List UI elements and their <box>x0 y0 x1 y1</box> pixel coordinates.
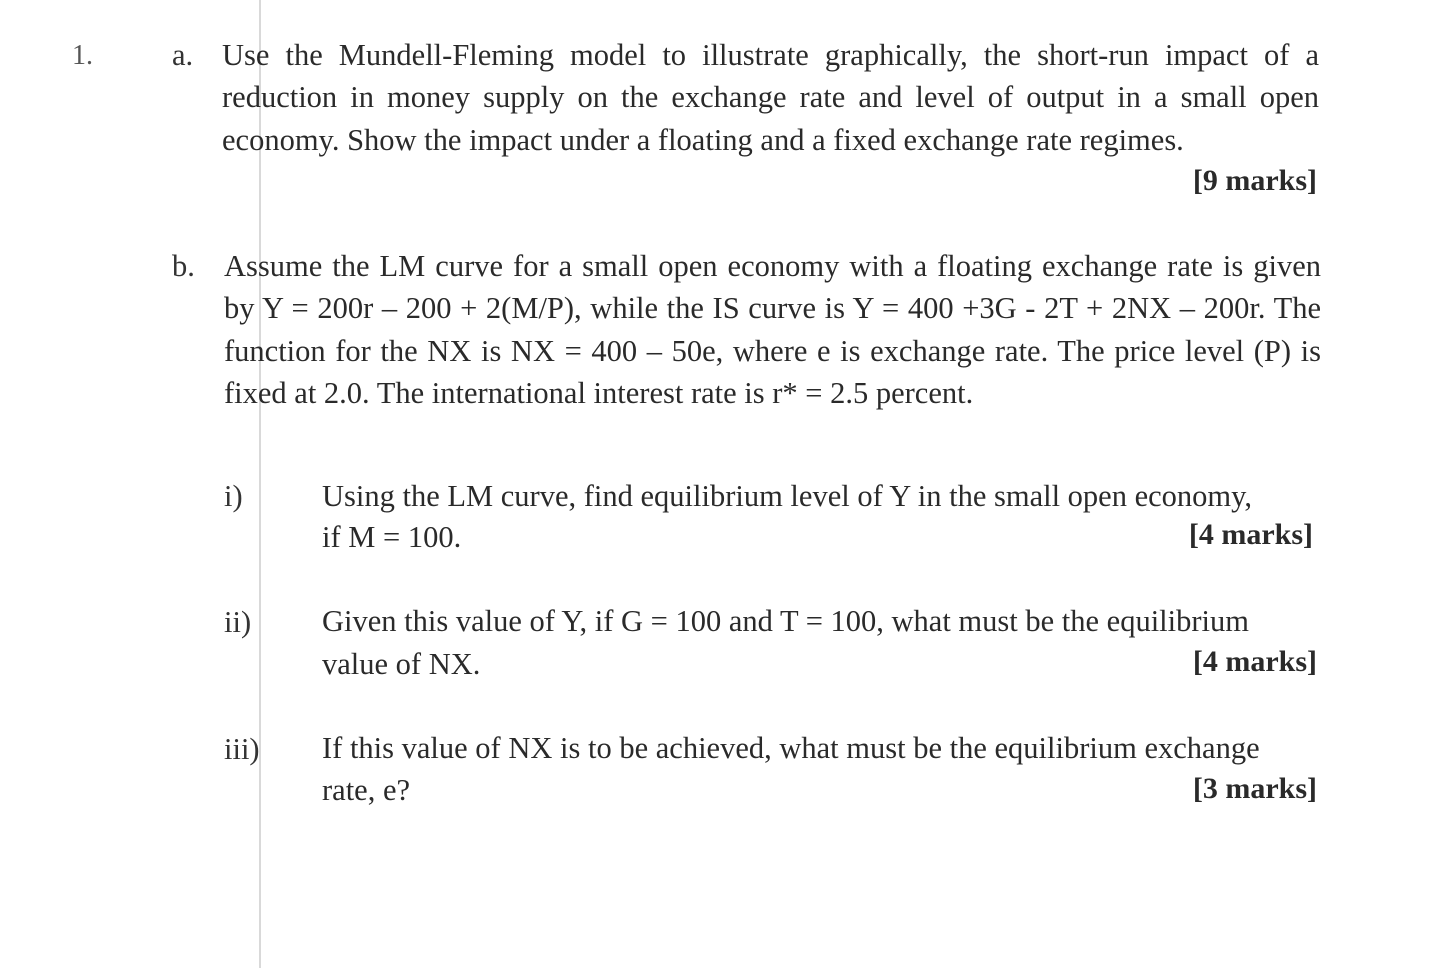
question-number: 1. <box>72 40 93 71</box>
subpart-iii-line1: If this value of NX is to be achieved, what must be the equilibrium exchange <box>322 731 1260 765</box>
subpart-iii-line2: rate, e? <box>322 773 411 807</box>
subpart-i-marks: [4 marks] <box>1188 518 1313 551</box>
subpart-i-line1: Using the LM curve, find equilibrium level of Y in the small open economy, <box>322 479 1253 513</box>
subpart-iii-label: iii) <box>224 732 260 766</box>
subpart-ii-line1: Given this value of Y, if G = 100 and T = 100, what must be the equilibrium <box>322 604 1249 638</box>
subpart-ii-label: ii) <box>224 605 252 639</box>
part-a-marks: [9 marks] <box>1192 164 1317 197</box>
subpart-i-label: i) <box>224 479 243 513</box>
subpart-iii-marks: [3 marks] <box>1192 772 1317 805</box>
part-a-label: a. <box>172 38 194 72</box>
subpart-ii-line2: value of NX. <box>322 647 481 681</box>
part-b-text: Assume the LM curve for a small open economy with a floating exchange rate is given by Y = 200r – 200 + 2(M/P), while the IS curve is Y = 400 +3G - 2T + 2NX – 200r. The function for the NX is NX = 400 – 50e, where e is exchange rate. The price level (P) is fixed at 2.0. The international interest rate is r* = 2.5 percent. <box>224 249 1321 410</box>
part-b-label: b. <box>172 249 195 283</box>
part-a-text: Use the Mundell-Fleming model to illustrate graphically, the short-run impact of a reduction in money supply on the exchange rate and level of output in a small open economy. Show the impact under a floating and a fixed exchange rate regimes. <box>222 38 1319 157</box>
subpart-ii-marks: [4 marks] <box>1192 645 1317 678</box>
subpart-i-line2: if M = 100. <box>322 520 462 554</box>
